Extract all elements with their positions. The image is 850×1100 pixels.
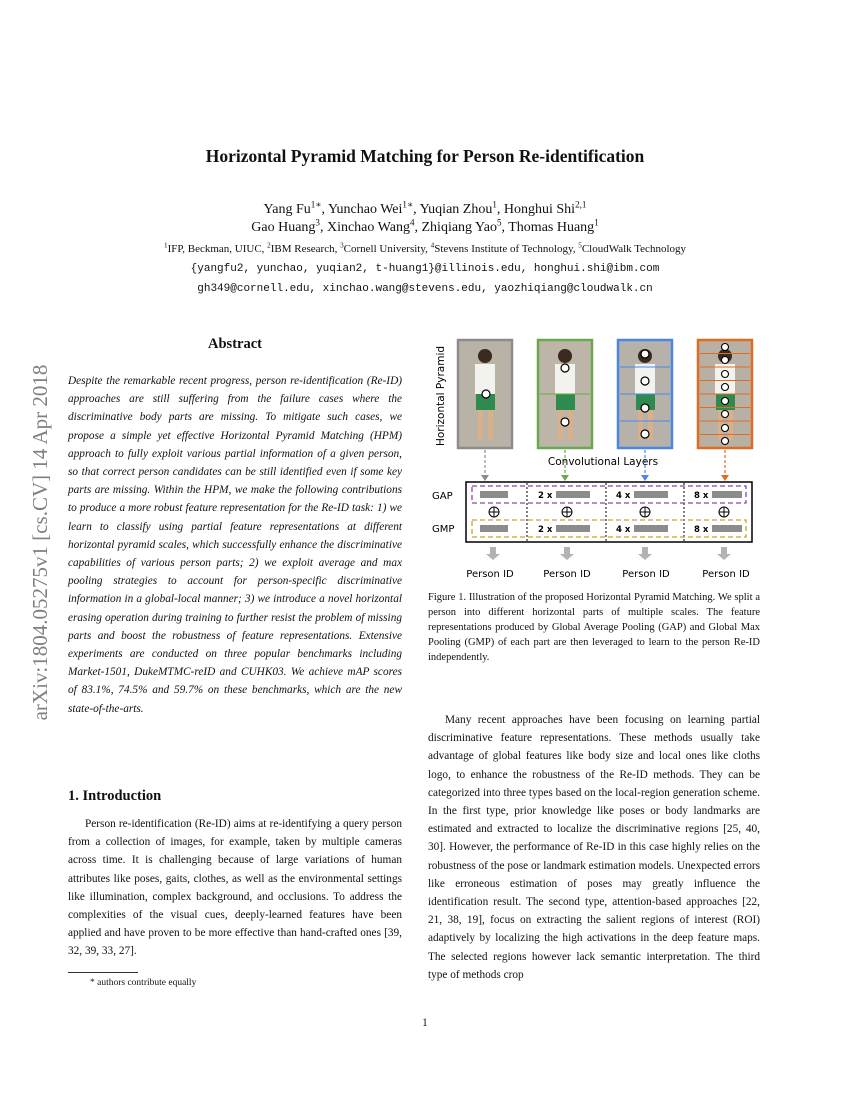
scale-label: 8 x — [694, 491, 709, 501]
author: Zhiqiang Yao — [421, 220, 497, 235]
author-line-2: Gao Huang$^3$, Xinchao Wang$^4$, Zhiqiang Yao$^5$, Thomas Huang$^1$ — [251, 217, 599, 235]
footnote-rule — [68, 972, 138, 973]
paper-title: Horizontal Pyramid Matching for Person Re-identification — [205, 146, 645, 166]
pyramid-label: Horizontal Pyramid — [435, 345, 447, 447]
conv-layers-label: Convolutional Layers — [547, 456, 659, 468]
person-id-output: Person ID — [622, 569, 670, 580]
abstract-heading: Abstract — [208, 336, 262, 352]
footnote: * authors contribute equally — [90, 978, 197, 988]
author: Thomas Huang — [508, 220, 595, 235]
gmp-label: GMP — [432, 524, 455, 535]
author: Xinchao Wang — [326, 220, 410, 235]
scale-label: 2 x — [538, 525, 553, 535]
person-image-2 — [538, 340, 592, 448]
figure-1 — [428, 334, 768, 584]
author-line-1: Yang $Fu^{1∗}$, Yunchao Wei$^{1∗}$, Yuqian Zhou$^1$, Honghui Shi$^{2,1}$ — [263, 199, 587, 217]
person-image-1 — [458, 340, 512, 448]
person-image-3 — [618, 340, 672, 448]
body-text-right: Many recent approaches have been focusing on learning partial discriminative feature representations. These methods usually take advantage of global features like body size and local ones like cloths logo, to enhance the robustness of the Re-ID methods. They can be categorized into three types based on the local-region generation scheme. In the first type, prior knowledge like poses or body landmarks are estimated and extracted to localize the discriminative regions [25, 40, 30]. However, the performance of Re-ID in this case highly relies on the robustness of the pose or landmark estimation models. Unexpected errors like erroneous estimation of poses may greatly influence the identification result. The second type, attention-based approaches [22, 21, 38, 19], focus on extracting the salient regions of interest (ROI) adaptively by localizing the high activations in the deep feature maps. The selected regions however lack semantic interpretation. The third type of methods crop — [428, 714, 760, 981]
author: Yang Fu — [263, 202, 311, 217]
author: Yunchao Wei — [327, 202, 403, 217]
scale-label: 4 x — [616, 491, 631, 501]
affiliations: $^1$IFP, Beckman, UIUC, $^2$IBM Research, $^3$Cornell University, $^4$Stevens Institute of Technology, $^5$CloudWalk Technology — [163, 241, 686, 255]
section-heading-introduction: 1. Introduction — [68, 788, 162, 804]
author: Gao Huang — [251, 220, 316, 235]
gap-label: GAP — [432, 491, 453, 502]
author: Yuqian Zhou — [419, 202, 493, 217]
author: Honghui Shi — [503, 202, 576, 217]
email-line-1: {yangfu2, yunchao, yuqian2, t-huang1}@illinois.edu, honghui.shi@ibm.com — [190, 263, 660, 275]
person-id-output: Person ID — [543, 569, 591, 580]
email-line-2: gh349@cornell.edu, xinchao.wang@stevens.edu, yaozhiqiang@cloudwalk.cn — [197, 283, 653, 295]
arxiv-stamp — [26, 290, 54, 795]
scale-label: 8 x — [694, 525, 709, 535]
scale-label: 2 x — [538, 491, 553, 501]
person-id-output: Person ID — [466, 569, 514, 580]
arxiv-id: arXiv:1804.05275v1 [cs.CV] 14 Apr 2018 — [28, 364, 52, 721]
person-id-output: Person ID — [702, 569, 750, 580]
introduction-text: Person re-identification (Re-ID) aims at re-identifying a query person from a collection of images, for example, taken by multiple cameras across time. It is challenging because of large variations of human attributes like poses, gaits, clothes, as well as the environmental settings like illumination, complex background, and occlusions. To address the complexities of the visual cues, deeply-learned features have been applied and have proven to be more effective than hand-crafted ones [39, 32, 39, 33, 27]. — [68, 818, 402, 958]
conv-block — [466, 482, 752, 542]
figure-caption: Figure 1. Illustration of the proposed Horizontal Pyramid Matching. We split a person into different horizontal parts of multiple scales. The feature representations produced by Global Average Pooling (GAP) and Global Max Pooling (GMP) of each part are then leveraged to learn to the person Re-ID independently. — [428, 592, 760, 663]
page-number: 1 — [422, 1017, 428, 1029]
person-image-4 — [698, 340, 752, 448]
abstract-text: Despite the remarkable recent progress, person re-identification (Re-ID) approaches are still suffering from the failure cases where the discriminative body parts are missing. To mitigate such cases, we propose a simple yet effective Horizontal Pyramid Matching (HPM) approach to fully exploit various partial information of a given person, so that correct person candidates can be still identified even if some key parts are missing. Within the HPM, we make the following contributions to produce a more robust feature representation for the Re-ID task: 1) we learn to classify using partial feature representations at different horizontal pyramid scales, which successfully enhance the discriminative capabilities of various person parts; 2) we exploit average and max pooling strategies to account for person-specific discriminative information in a global-local manner; 3) we introduce a novel horizontal erasing operation during training to further resist the problem of missing parts and boost the robustness of feature representations. Extensive experiments are conducted on three popular benchmarks including Market-1501, DukeMTMC-reID and CUHK03. We achieve mAP scores of 83.1%, 74.5% and 59.7% on these benchmarks, which are the new state-of-the-arts. — [68, 375, 402, 715]
scale-label: 4 x — [616, 525, 631, 535]
